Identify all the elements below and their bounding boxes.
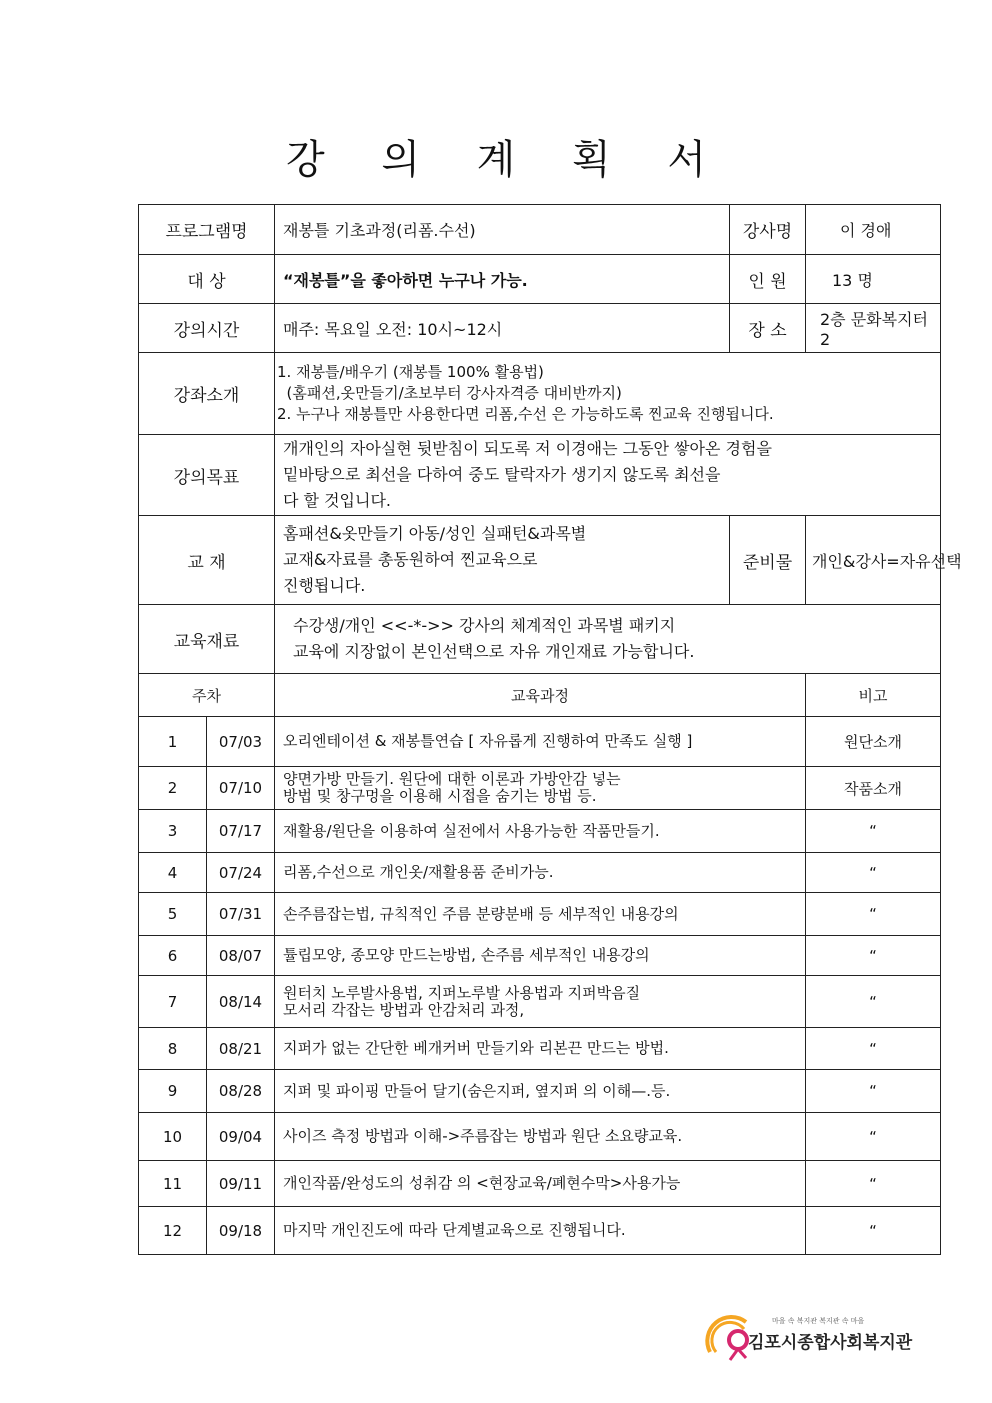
time-row xyxy=(139,304,941,353)
lecture-plan-table xyxy=(138,204,962,1255)
goal-line: 밑바탕으로 최선을 다하여 중도 탈락자가 생기지 않도록 최선을 xyxy=(283,465,721,484)
course-content xyxy=(275,767,806,810)
course-note: “ xyxy=(806,1113,941,1161)
course-content xyxy=(275,1161,806,1207)
course-line: 개인작품/완성도의 성취감 의 <현장교육/폐현수막>사용가능 xyxy=(283,1174,681,1192)
week-number: 10 xyxy=(139,1113,207,1161)
schedule-row xyxy=(139,893,941,936)
textbook-text xyxy=(275,516,730,605)
logo-tagline: 마을 속 복지관 복지관 속 마을 xyxy=(772,1317,865,1325)
week-date: 07/31 xyxy=(207,893,275,936)
logo-name: 김포시종합사회복지관 xyxy=(748,1333,913,1353)
goal-label: 강의목표 xyxy=(139,435,275,516)
week-date: 09/04 xyxy=(207,1113,275,1161)
week-number: 6 xyxy=(139,936,207,976)
time-value: 매주: 목요일 오전: 10시~12시 xyxy=(275,304,730,353)
week-date: 08/14 xyxy=(207,976,275,1028)
schedule-row xyxy=(139,810,941,853)
goal-text xyxy=(275,435,941,516)
schedule-row xyxy=(139,1113,941,1161)
instructor-value: 이 경애 xyxy=(806,205,941,255)
course-note: “ xyxy=(806,853,941,893)
intro-line: 2. 누구나 재봉틀만 사용한다면 리폼,수선 은 가능하도록 찐교육 진행됩니다. xyxy=(277,405,774,423)
course-content xyxy=(275,1028,806,1070)
week-number: 2 xyxy=(139,767,207,810)
week-date: 08/28 xyxy=(207,1070,275,1113)
course-line: 원터치 노루발사용법, 지퍼노루발 사용법과 지퍼박음질 xyxy=(283,983,641,1002)
course-content xyxy=(275,893,806,936)
course-line: 양면가방 만들기. 원단에 대한 이론과 가방안감 넣는 xyxy=(283,770,621,788)
week-date: 07/10 xyxy=(207,767,275,810)
target-label: 대 상 xyxy=(139,255,275,304)
course-content xyxy=(275,853,806,893)
course-header: 교육과정 xyxy=(275,674,806,717)
schedule-row xyxy=(139,1207,941,1255)
course-line: 리폼,수선으로 개인옷/재활용품 준비가능. xyxy=(283,863,554,881)
program-value: 재봉틀 기초과정(리폼.수선) xyxy=(275,205,730,255)
schedule-row xyxy=(139,1070,941,1113)
supplies-label: 준비물 xyxy=(730,516,806,605)
target-value: “재봉틀”을 좋아하면 누구나 가능. xyxy=(275,255,730,304)
place-value: 2층 문화복지터2 xyxy=(806,304,941,353)
course-note: 작품소개 xyxy=(806,767,941,810)
course-line: 지퍼 및 파이핑 만들어 달기(숨은지퍼, 옆지퍼 의 이해—.등. xyxy=(283,1081,671,1100)
textbook-line: 교재&자료를 총동원하여 찐교육으로 xyxy=(283,550,538,569)
week-date: 08/21 xyxy=(207,1028,275,1070)
intro-text xyxy=(275,353,941,435)
count-value: 13 명 xyxy=(806,255,941,304)
note-header: 비고 xyxy=(806,674,941,717)
week-date: 07/17 xyxy=(207,810,275,853)
course-note: 원단소개 xyxy=(806,717,941,767)
intro-label: 강좌소개 xyxy=(139,353,275,435)
program-label: 프로그램명 xyxy=(139,205,275,255)
goal-line: 개개인의 자아실현 뒷받침이 되도록 저 이경애는 그동안 쌓아온 경험을 xyxy=(283,439,772,458)
course-note: “ xyxy=(806,1028,941,1070)
week-number: 7 xyxy=(139,976,207,1028)
course-content xyxy=(275,936,806,976)
course-note: “ xyxy=(806,936,941,976)
material-line: 수강생/개인 <<-*->> 강사의 체계적인 과목별 패키지 xyxy=(293,616,676,635)
week-number: 1 xyxy=(139,717,207,767)
course-line: 재활용/원단을 이용하여 실전에서 사용가능한 작품만들기. xyxy=(283,821,660,840)
textbook-row xyxy=(139,516,941,605)
course-content xyxy=(275,810,806,853)
textbook-line: 홈패션&옷만들기 아동/성인 실패턴&과목별 xyxy=(283,524,587,543)
supplies-value: 개인&강사=자유선택 xyxy=(806,516,941,605)
course-line: 사이즈 측정 방법과 이해->주름잡는 방법과 원단 소요량교육. xyxy=(283,1127,683,1145)
schedule-row xyxy=(139,1161,941,1207)
textbook-line: 진행됩니다. xyxy=(283,576,366,595)
week-date: 07/24 xyxy=(207,853,275,893)
program-row xyxy=(139,205,941,255)
week-header: 주차 xyxy=(139,674,275,717)
course-note: “ xyxy=(806,1207,941,1255)
week-date: 07/03 xyxy=(207,717,275,767)
week-date: 08/07 xyxy=(207,936,275,976)
course-line: 오리엔테이션 & 재봉틀연습 [ 자유롭게 진행하여 만족도 실행 ] xyxy=(283,732,693,750)
intro-line: 1. 재봉틀/배우기 (재봉틀 100% 활용법) xyxy=(277,363,544,381)
count-label: 인 원 xyxy=(730,255,806,304)
schedule-row xyxy=(139,1028,941,1070)
course-line: 지퍼가 없는 간단한 베개커버 만들기와 리본끈 만드는 방법. xyxy=(283,1039,669,1057)
schedule-row xyxy=(139,936,941,976)
material-line: 교육에 지장없이 본인선택으로 자유 개인재료 가능합니다. xyxy=(293,642,695,661)
week-number: 3 xyxy=(139,810,207,853)
goal-line: 다 할 것입니다. xyxy=(283,491,391,510)
week-date: 09/18 xyxy=(207,1207,275,1255)
schedule-row xyxy=(139,717,941,767)
week-number: 8 xyxy=(139,1028,207,1070)
course-note: “ xyxy=(806,1070,941,1113)
place-label: 장 소 xyxy=(730,304,806,353)
week-number: 4 xyxy=(139,853,207,893)
course-note: “ xyxy=(806,976,941,1028)
target-row xyxy=(139,255,941,304)
schedule-row xyxy=(139,976,941,1028)
time-label: 강의시간 xyxy=(139,304,275,353)
schedule-row xyxy=(139,853,941,893)
course-content xyxy=(275,1113,806,1161)
schedule-row xyxy=(139,767,941,810)
course-line: 방법 및 창구멍을 이용해 시접을 숨기는 방법 등. xyxy=(283,787,597,805)
textbook-label: 교 재 xyxy=(139,516,275,605)
course-line: 손주름잡는법, 규칙적인 주름 분량분배 등 세부적인 내용강의 xyxy=(283,904,679,923)
instructor-label: 강사명 xyxy=(730,205,806,255)
course-note: “ xyxy=(806,810,941,853)
course-content xyxy=(275,717,806,767)
course-note: “ xyxy=(806,1161,941,1207)
course-line: 마지막 개인진도에 따라 단계별교육으로 진행됩니다. xyxy=(283,1221,626,1239)
material-text xyxy=(275,605,941,674)
week-number: 11 xyxy=(139,1161,207,1207)
course-note: “ xyxy=(806,893,941,936)
course-line: 튤립모양, 종모양 만드는방법, 손주름 세부적인 내용강의 xyxy=(283,946,650,964)
week-date: 09/11 xyxy=(207,1161,275,1207)
course-line: 모서리 각잡는 방법과 안감처리 과정, xyxy=(283,1000,525,1019)
week-number: 5 xyxy=(139,893,207,936)
course-content xyxy=(275,976,806,1028)
material-label: 교육재료 xyxy=(139,605,275,674)
page-title: 강 의 계 획 서 xyxy=(285,137,729,183)
schedule-header-row xyxy=(139,674,941,717)
material-row xyxy=(139,605,941,674)
week-number: 9 xyxy=(139,1070,207,1113)
course-content xyxy=(275,1070,806,1113)
intro-line: (홈패션,옷만들기/초보부터 강사자격증 대비반까지) xyxy=(277,384,622,402)
week-number: 12 xyxy=(139,1207,207,1255)
intro-row xyxy=(139,353,941,435)
schedule-body xyxy=(139,717,941,1255)
goal-row xyxy=(139,435,941,516)
course-content xyxy=(275,1207,806,1255)
